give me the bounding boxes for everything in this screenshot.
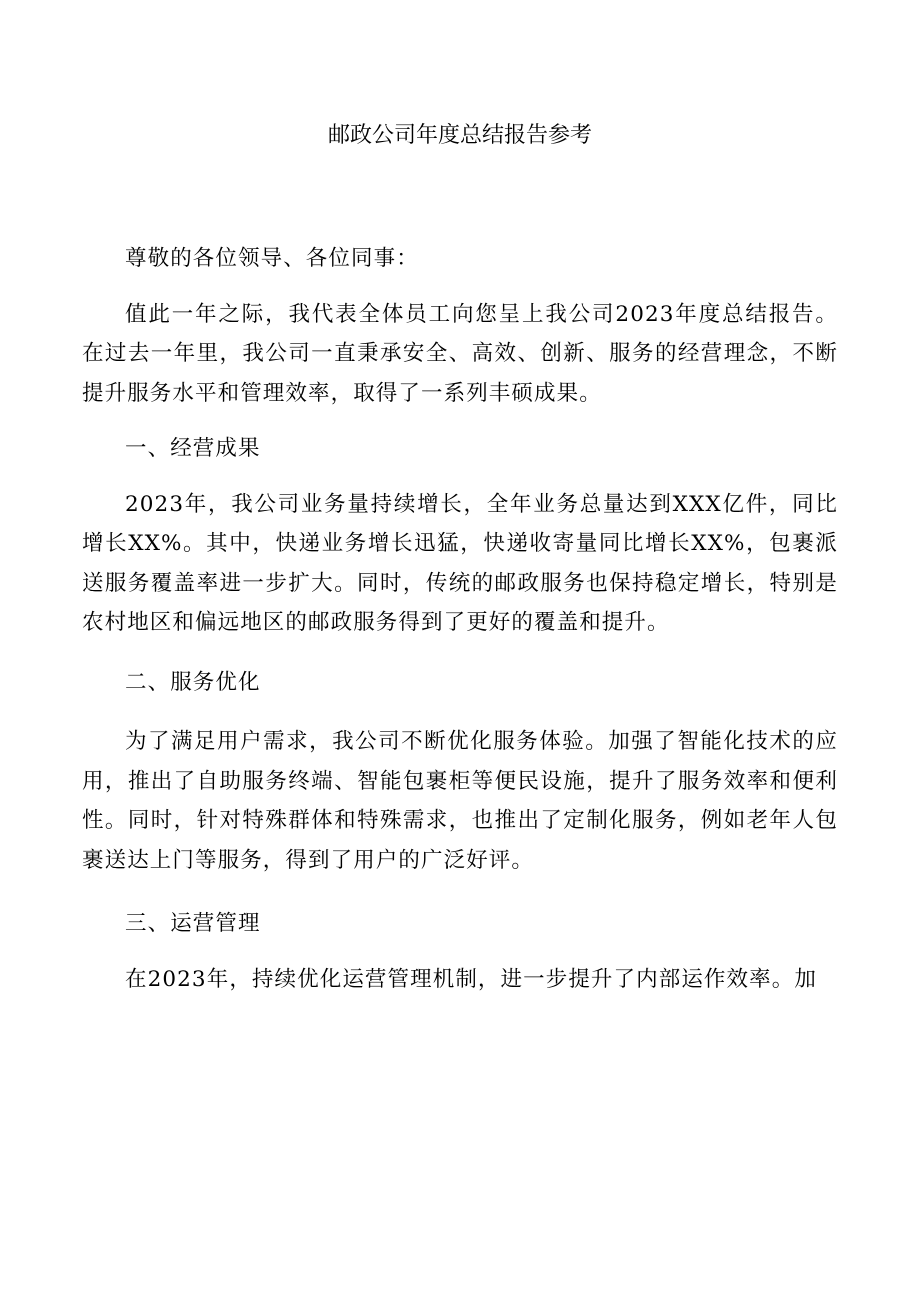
document-title: 邮政公司年度总结报告参考: [327, 123, 592, 148]
document-body: [82, 239, 838, 999]
section-paragraph-business-results: 2023年，我公司业务量持续增长，全年业务总量达到XXX亿件，同比增长XX%。其中，快递业务增长迅猛，快递收寄量同比增长XX%，包裹派送服务覆盖率进一步扩大。同时，传统的邮政服务也保持稳定增长，特别是农村地区和偏远地区的邮政服务得到了更好的覆盖和提升。: [82, 491, 838, 635]
section-heading-business-results: 一、经营成果: [125, 436, 261, 461]
section-heading-operations-management: 三、运营管理: [125, 911, 261, 936]
section-heading-service-optimization: 二、服务优化: [125, 669, 261, 695]
intro-paragraph: 值此一年之际，我代表全体员工向您呈上我公司2023年度总结报告。在过去一年里，我公司一直秉承安全、高效、创新、服务的经营理念，不断提升服务水平和管理效率，取得了一系列丰硕成果。: [82, 301, 838, 406]
section-paragraph-service-optimization: 为了满足用户需求，我公司不断优化服务体验。加强了智能化技术的应用，推出了自助服务终端、智能包裹柜等便民设施，提升了服务效率和便利性。同时，针对特殊群体和特殊需求，也推出了定制化服务，例如老年人包裹送达上门等服务，得到了用户的广泛好评。: [82, 729, 838, 873]
section-paragraph-operations-management: 在2023年，持续优化运营管理机制，进一步提升了内部运作效率。加: [125, 966, 817, 992]
salutation: 尊敬的各位领导、各位同事：: [125, 246, 419, 271]
